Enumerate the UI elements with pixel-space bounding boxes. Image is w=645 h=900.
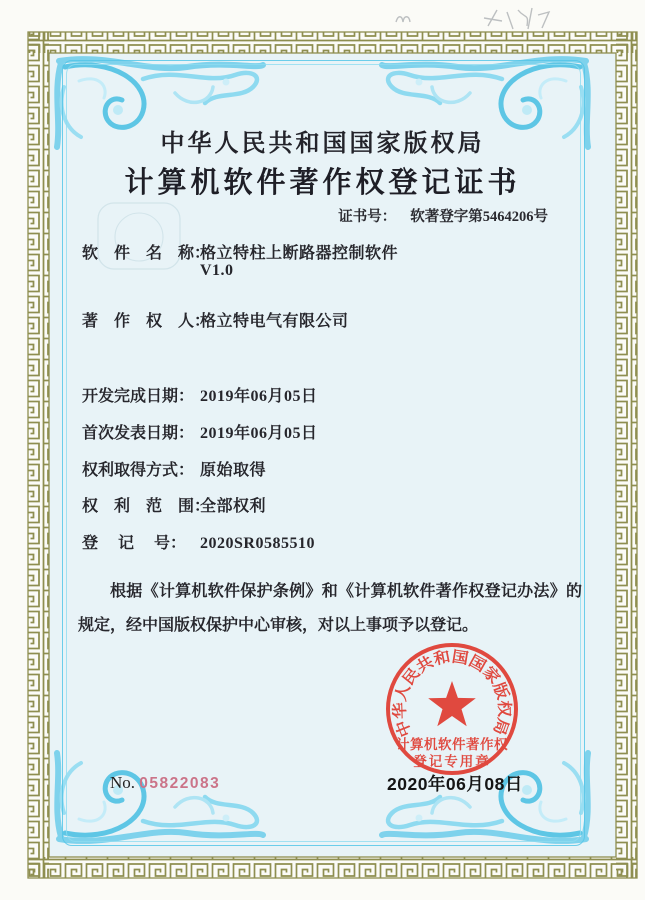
seal-star-icon [428,681,476,726]
serial-prefix: No. [110,773,136,792]
embossed-seal-ghost [90,195,190,280]
field-software-version [200,262,234,280]
field-value: 格立特电气有限公司 [200,313,349,330]
field-rights-scope [82,493,266,516]
field-value: 原始取得 [200,462,267,479]
registration-statement: 根据《计算机软件保护条例》和《计算机软件著作权登记办法》的规定，经中国版权保护中心审核，对以上事项予以登记。 [78,583,582,634]
serial-number: 05822083 [139,775,221,792]
qr-code [130,702,186,758]
seal-inner-text-1: 计算机软件著作权 [396,737,508,752]
barcode [123,650,230,687]
field-registration-number [82,530,315,553]
pencil-marks [380,0,645,40]
certificate-title: 计算机软件著作权登记证书 [124,167,521,199]
certificate-number-line [338,205,548,226]
issue-date: 2020年06月08日 [387,774,523,794]
field-dev-complete-date [82,383,318,406]
field-label: 软 件 名 称： [82,245,211,262]
serial-number-line [110,773,220,793]
field-value: 全部权利 [200,498,267,515]
field-value: V1.0 [200,262,234,279]
field-value: 2019年06月05日 [200,425,318,442]
field-value: 2020SR0585510 [200,535,315,552]
seal-ring-text: 中华人民共和国国家版权局 [391,648,513,740]
field-label: 权 利 范 围： [82,498,211,515]
certificate-number-value: 软著登字第5464206号 [410,209,548,225]
field-label: 著 作 权 人： [82,313,211,330]
field-copyright-owner [82,308,349,331]
field-label: 开发完成日期： [82,388,195,405]
field-software-name [82,240,398,263]
authority-title: 中华人民共和国国家版权局 [160,131,485,157]
field-value: 2019年06月05日 [200,388,318,405]
official-seal [382,639,522,779]
certificate-number-label: 证书号： [338,209,397,225]
field-label: 登 记 号： [82,535,187,552]
field-label: 首次发表日期： [82,425,195,442]
field-label: 权利取得方式： [82,462,195,479]
field-value: 格立特柱上断路器控制软件 [200,245,399,262]
field-first-publish-date [82,420,318,443]
field-rights-acquisition [82,457,266,480]
seal-inner-text-2: 登记专用章 [413,754,491,769]
